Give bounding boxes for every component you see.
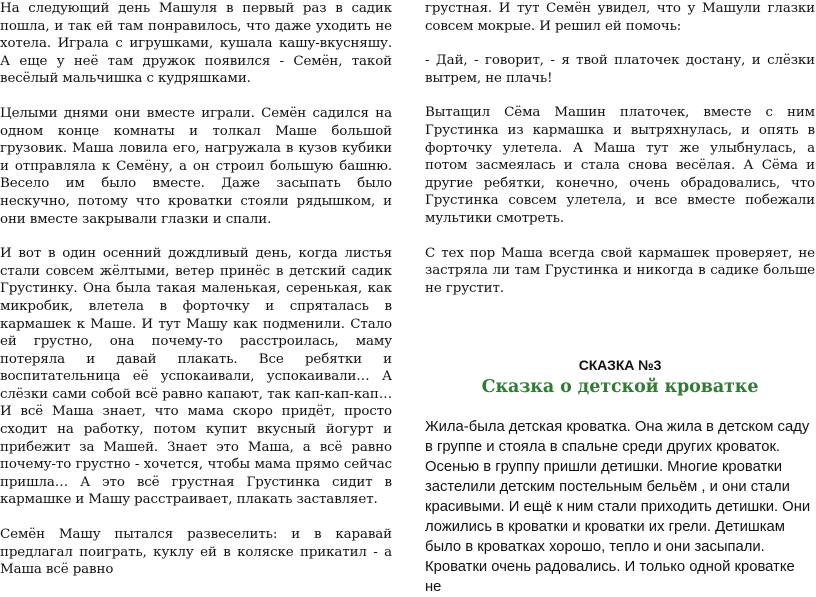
paragraph-crib-story: Жила-была детская кроватка. Она жила в детском саду в группе и стояла в спальне среди других кроваток. Осенью в группу пришли детишки. Многие кроватки застелили детским постельным бельём , и они стали красивыми. И ещё к ним стали приходить детишки. Они ложились в кроватки и кроватки их грели. Детишкам было в кроватках хорошо, тепло и они засыпали. Кроватки очень радовались. И только одной кроватке не (425, 419, 811, 595)
paragraph-first-day: На следующий день Машуля в первый раз в садик пошла, и так ей там понравилось, что даже уходить не хотела. Играла с игрушками, кушала кашу-вкусняшу. А еще у неё там дружок появился - Семён, такой весёлый мальчишка с кудряшками. (0, 1, 392, 87)
right-column (425, 0, 815, 597)
paragraph-playing-together: Целыми днями они вместе играли. Семён садился на одном конце комнаты и толкал Маше большой грузовик. Маша ловила его, нагружала в кузов кубики и отправляла к Семёну, а он строил большую башню. Весело им было вместе. Даже засыпать было нескучно, потому что кроватки стояли рядышком, и они вместе закрывали глазки и спали. (0, 105, 392, 227)
paragraph-handkerchief: Вытащил Сёма Машин платочек, вместе с ним Грустинка из кармашка и вытряхнулась, и опять в форточку улетела. А Маша тут же улыбнулась, а потом засмеялась и стала снова весёлая. А Сёма и другие ребятки, конечно, очень обрадовались, что Грустинка совсем улетела, и все вместе побежали мультики смотреть. (425, 105, 815, 226)
paragraph-wet-eyes: грустная. И тут Семён увидел, что у Машули глазки совсем мокрые. И решил ей помочь: (425, 1, 815, 34)
paragraph-semyon-cheers: Семён Машу пытался развеселить: и в каравай предлагал поиграть, куклу ей в коляске прикатил - а Маша всё равно (0, 527, 392, 578)
paragraph-since-then: С тех пор Маша всегда свой кармашек проверяет, не застряла ли там Грустинка и никогда в садике больше не грустит. (425, 245, 815, 296)
story-title: Сказка о детской кроватке (481, 377, 759, 398)
left-column (0, 0, 392, 579)
story-number-label: СКАЗКА №3 (578, 357, 662, 374)
paragraph-dialogue: - Дай, - говорит, - я твой платочек достану, и слёзки вытрем, не плачь! (425, 53, 815, 86)
paragraph-grustinka-arrives: И вот в один осенний дождливый день, когда листья стали совсем жёлтыми, ветер принёс в детский садик Грустинку. Она была такая маленькая, серенькая, как микробик, влетела в форточку и спряталась в кармашек к Маше. И тут Машу как подменили. Стало ей грустно, она почему-то расстроилась, маму потеряла и давай плакать. Все ребятки и воспитательница её успокаивали, успокаивали… А слёзки сами собой всё равно капают, так кап-кап-кап… И всё Маша знает, что мама скоро придёт, просто сходит на работку, потом купит вкусный йогурт и прибежит за Машей. Знает это Маша, а всё равно почему-то грустно - хочется, чтобы мама прямо сейчас пришла… А это всё грустная Грустинка сидит в кармашке и Машу расстраивает, плакать заставляет. (0, 246, 392, 508)
